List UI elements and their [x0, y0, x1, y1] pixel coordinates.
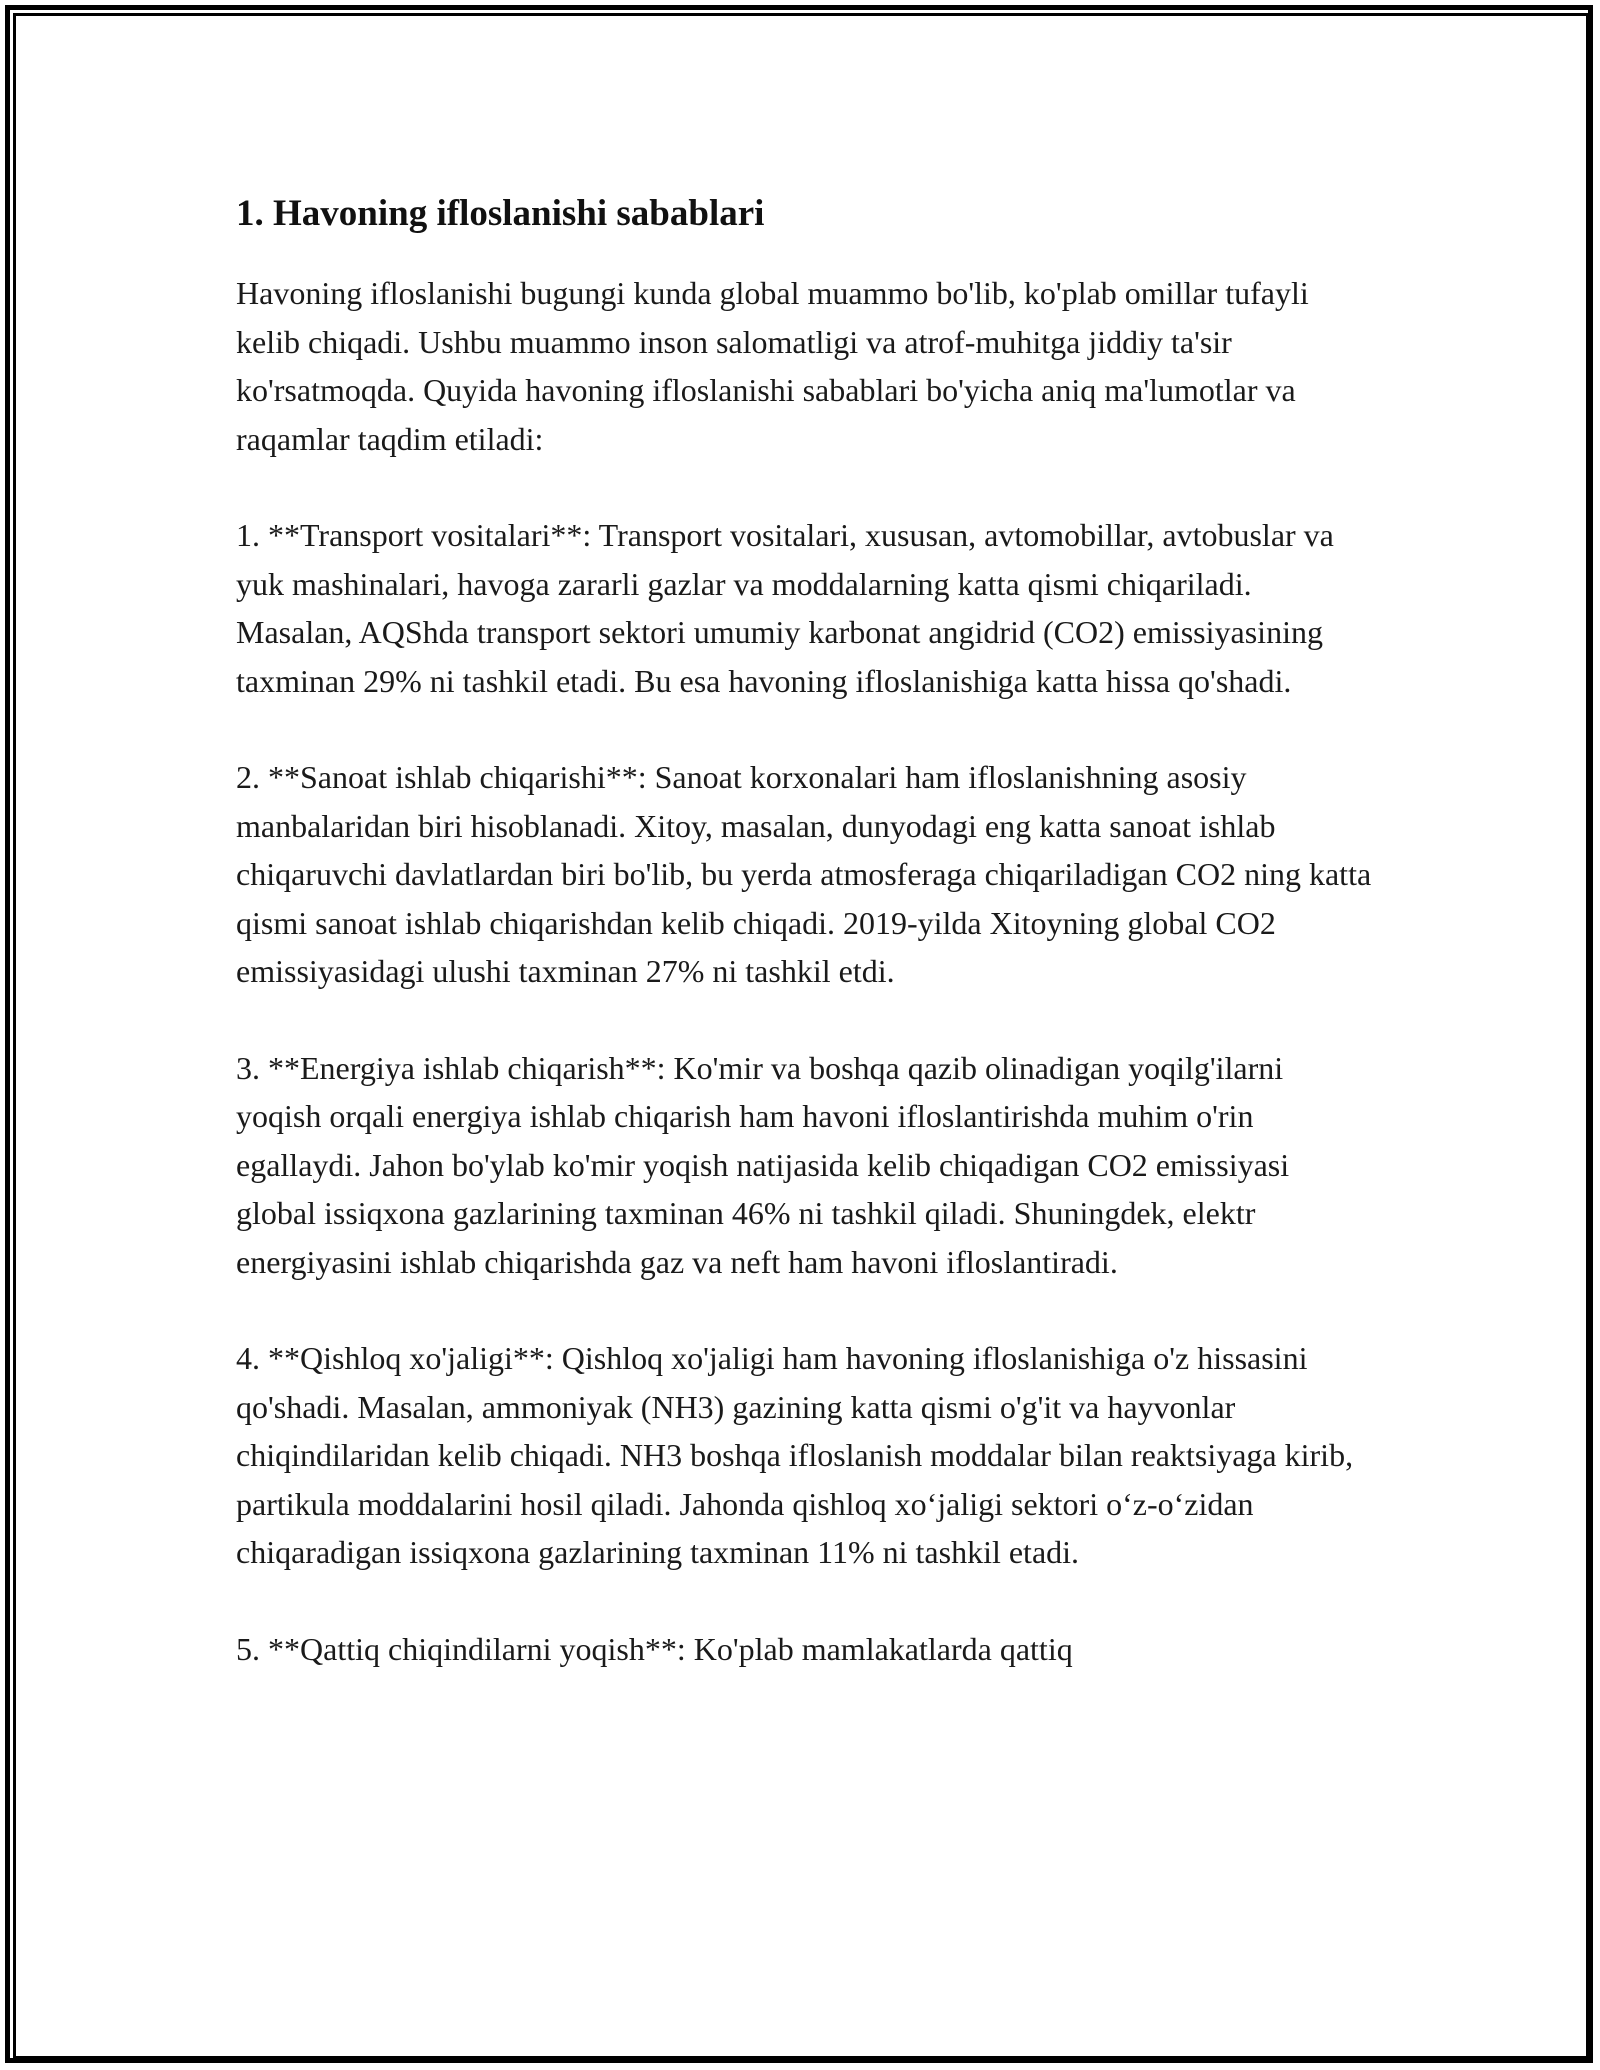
document-body: [236, 185, 1376, 1721]
intro-paragraph: Havoning ifloslanishi bugungi kunda global muammo bo'lib, ko'plab omillar tufayli kelib chiqadi. Ushbu muammo inson salomatligi va atrof-muhitga jiddiy ta'sir ko'rsatmoqda. Quyida havoning ifloslanishi sabablari bo'yicha aniq ma'lumotlar va raqamlar taqdim etiladi:: [236, 275, 1309, 457]
document-title: 1. Havoning ifloslanishi sabablari: [236, 193, 765, 234]
list-item-agriculture: 4. **Qishloq xo'jaligi**: Qishloq xo'jaligi ham havoning ifloslanishiga o'z hissasini qo'shadi. Masalan, ammoniyak (NH3) gazining katta qismi o'g'it va hayvonlar chiqindilaridan kelib chiqadi. NH3 boshqa ifloslanish moddalar bilan reaktsiyaga kirib, partikula moddalarini hosil qiladi. Jahonda qishloq xo‘jaligi sektori o‘z-o‘zidan chiqaradigan issiqxona gazlarining taxminan 11% ni tashkil etadi.: [236, 1340, 1354, 1570]
list-item-industry: 2. **Sanoat ishlab chiqarishi**: Sanoat korxonalari ham ifloslanishning asosiy manbalaridan biri hisoblanadi. Xitoy, masalan, dunyodagi eng katta sanoat ishlab chiqaruvchi davlatlardan biri bo'lib, bu yerda atmosferaga chiqariladigan CO2 ning katta qismi sanoat ishlab chiqarishdan kelib chiqadi. 2019-yilda Xitoyning global CO2 emissiyasidagi ulushi taxminan 27% ni tashkil etdi.: [236, 759, 1372, 989]
list-item-transport: 1. **Transport vositalari**: Transport vositalari, xususan, avtomobillar, avtobuslar va yuk mashinalari, havoga zararli gazlar va moddalarning katta qismi chiqariladi. Masalan, AQShda transport sektori umumiy karbonat angidrid (CO2) emissiyasining taxminan 29% ni tashkil etadi. Bu esa havoning ifloslanishiga katta hissa qo'shadi.: [236, 517, 1334, 699]
list-item-waste-burning: 5. **Qattiq chiqindilarni yoqish**: Ko'plab mamlakatlarda qattiq: [236, 1630, 1073, 1667]
list-item-energy: 3. **Energiya ishlab chiqarish**: Ko'mir va boshqa qazib olinadigan yoqilg'ilarni yoqish orqali energiya ishlab chiqarish ham havoni ifloslantirishda muhim o'rin egallaydi. Jahon bo'ylab ko'mir yoqish natijasida kelib chiqadigan CO2 emissiyasi global issiqxona gazlarining taxminan 46% ni tashkil qiladi. Shuningdek, elektr energiyasini ishlab chiqarishda gaz va neft ham havoni ifloslantiradi.: [236, 1049, 1290, 1280]
